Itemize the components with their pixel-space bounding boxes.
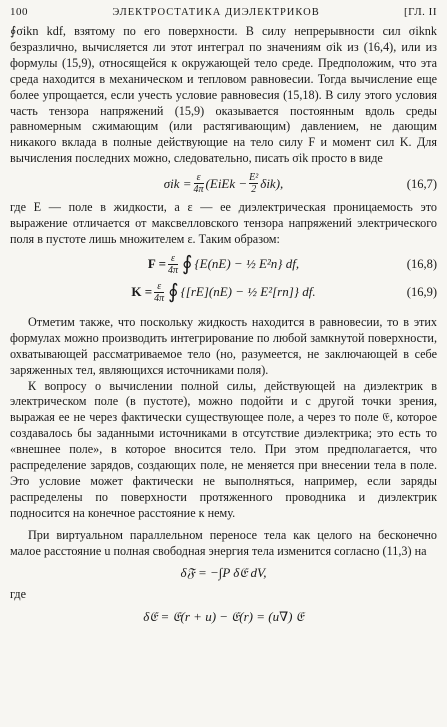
eq-16-7-frac2-den: 2 bbox=[251, 184, 257, 196]
page-header bbox=[10, 6, 437, 24]
equation-16-8 bbox=[10, 253, 437, 276]
equation-field-variation: δ𝔈 = 𝔈(r + u) − 𝔈(r) = (u∇) 𝔈 bbox=[143, 609, 304, 625]
equation-16-7 bbox=[10, 172, 437, 195]
contour-integral-icon: ∮ bbox=[168, 281, 179, 304]
eq-16-9-frac-num: ε bbox=[157, 280, 162, 292]
eq-16-9-body: {[rE](nE) − ½ E²[rn]} df. bbox=[180, 284, 316, 300]
chapter-marker: [ГЛ. II bbox=[404, 6, 437, 18]
eq-16-8-frac-den: 4π bbox=[168, 264, 179, 276]
eq-16-7-frac-den: 4π bbox=[193, 184, 204, 196]
eq-16-8-frac bbox=[168, 253, 178, 276]
paragraph-1: ∮σikn kdf, взятому по его поверхности. В силу непрерывности сил σiknk безразлично, вычисляется ли этот интеграл по значениям σik из (16,4), или из формулы (15,9), относящейся к окружающей тело среде. Предположим, что эта среда находится в механическом и тепловом равновесии. Тогда вычисление еще более упрощается, если учесть условие равновесия (15,18). В силу этого условия часть тензора напряжений (15,9) оказывается постоянным вдоль среды равномерным сжимающим (или растягивающим) давлением, не дающим никакого вклада в полные действующие на тело силу F и момент сил K. Для вычисления последних можно, следовательно, писать σik просто в виде bbox=[10, 24, 437, 166]
equation-number: (16,7) bbox=[406, 176, 437, 191]
equation-16-9 bbox=[10, 281, 437, 304]
paragraph-3: Отметим также, что поскольку жидкость находится в равновесии, то в этих формулах можно производить интегрирование по любой замкнутой поверхности, охватывающей рассматриваемое тело (но, разумеется, не заключающей в себе заряженных тел, являющихся источниками поля). bbox=[10, 314, 437, 377]
eq-16-7-frac2-num: E² bbox=[249, 172, 259, 184]
paragraph-2: где E — поле в жидкости, а ε — ее диэлектрическая проницаемость это выражение отличается от максвелловского тензора напряжений электрического поля в пустоте лишь множителем ε. Таким образом: bbox=[10, 200, 437, 246]
eq-16-8-body: {E(nE) − ½ E²n} df, bbox=[194, 256, 300, 272]
paragraph-6: где bbox=[10, 587, 27, 602]
equation-free-energy: δ𝔉 = −∫P δ𝔈 dV, bbox=[180, 565, 267, 581]
eq-16-8-lhs: F = bbox=[147, 256, 166, 272]
eq-16-8-frac-num: ε bbox=[171, 252, 175, 264]
eq-16-7-frac bbox=[194, 172, 204, 195]
paragraph-5: При виртуальном параллельном переносе тела как целого на бесконечно малое расстояние u полная свободная энергия тела изменится согласно (11,3) на bbox=[10, 527, 437, 558]
book-page bbox=[10, 6, 437, 631]
running-title: ЭЛЕКТРОСТАТИКА ДИЭЛЕКТРИКОВ bbox=[112, 7, 320, 18]
paragraph-4: К вопросу о вычислении полной силы, действующей на диэлектрик в электрическом поле (в пустоте), можно подойти и с другой точки зрения, выражая ее не через фактически существующее поле, а через то поле 𝔈, которое создавалось бы заданными источниками в отсутствие диэлектрика; это есть то «внешнее поле», в которое вносится тело. При этом предполагается, что распределение зарядов, создающих поле, не меняется при внесении тела в поле. Это условие может фактически не выполняться, например, если заряды распределены по поверхности протяженного проводника и диэлектрик подносится на конечное расстояние к нему. bbox=[10, 378, 437, 520]
equation-number: (16,8) bbox=[406, 257, 437, 272]
eq-16-7-frac2 bbox=[249, 172, 258, 195]
eq-16-7-lhs: σik = bbox=[163, 175, 192, 191]
eq-16-7-frac-num: ε bbox=[196, 172, 201, 184]
page-number: 100 bbox=[10, 6, 28, 18]
eq-16-7-body: (EiEk − bbox=[205, 175, 248, 191]
eq-16-9-frac bbox=[154, 281, 164, 304]
eq-16-7-tail: δik), bbox=[260, 175, 284, 191]
equation-number: (16,9) bbox=[406, 285, 437, 300]
contour-integral-icon: ∮ bbox=[182, 253, 193, 276]
eq-16-9-frac-den: 4π bbox=[154, 292, 165, 304]
eq-16-9-lhs: K = bbox=[131, 284, 153, 300]
